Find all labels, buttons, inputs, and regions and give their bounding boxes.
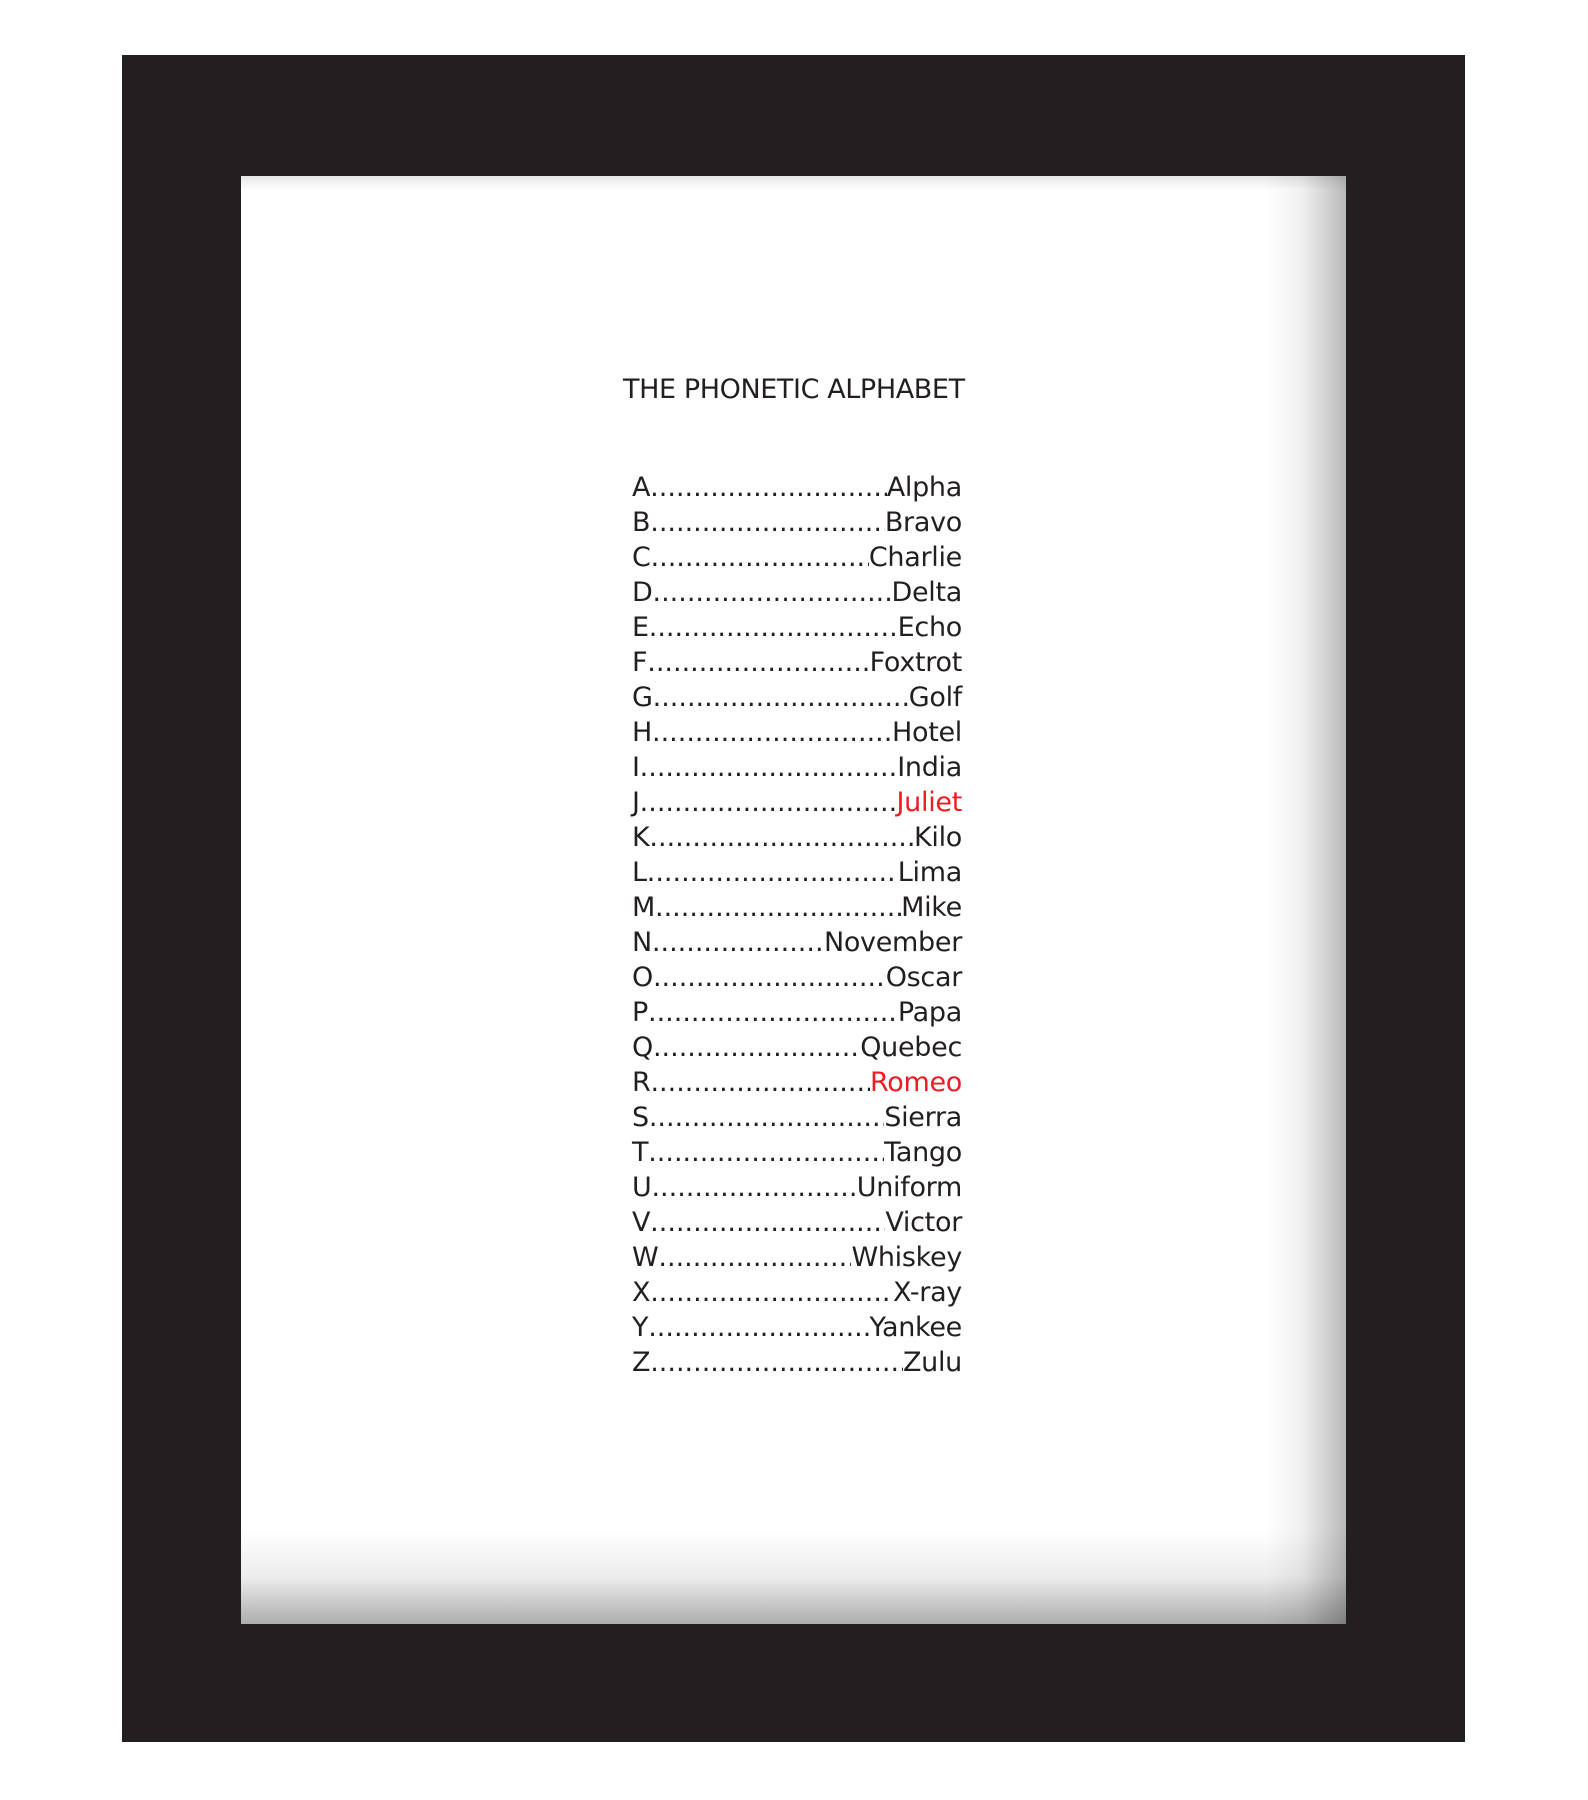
entry-letter: F: [632, 647, 648, 678]
entry-letter: M: [632, 892, 655, 923]
mat-shadow-bottom: [241, 1529, 1346, 1624]
entry-word: Mike: [901, 892, 962, 923]
dot-leader: [649, 820, 914, 855]
dot-leader: [650, 1065, 870, 1100]
dot-leader: [658, 1240, 851, 1275]
dot-leader: [648, 1310, 869, 1345]
entry-letter: V: [632, 1207, 651, 1238]
entry-word: Kilo: [913, 822, 962, 853]
dot-leader: [653, 960, 886, 995]
dot-leader: [648, 1135, 884, 1170]
entry-word: Papa: [897, 997, 962, 1028]
entry-letter: T: [632, 1137, 649, 1168]
entry-letter: E: [632, 612, 649, 643]
entry-letter: J: [632, 787, 640, 818]
phonetic-entry: [632, 505, 962, 540]
mat-shadow-right: [1266, 176, 1346, 1624]
phonetic-list: [632, 470, 962, 1380]
dot-leader: [649, 610, 898, 645]
dot-leader: [647, 645, 869, 680]
entry-word: Sierra: [884, 1102, 962, 1133]
phonetic-entry: [632, 1170, 962, 1205]
entry-word: India: [897, 752, 962, 783]
entry-word: Oscar: [885, 962, 962, 993]
phonetic-entry: [632, 1205, 962, 1240]
entry-letter: H: [632, 717, 653, 748]
entry-letter: Y: [632, 1312, 649, 1343]
dot-leader: [640, 785, 897, 820]
entry-word: Zulu: [902, 1347, 962, 1378]
entry-word: Uniform: [856, 1172, 962, 1203]
entry-word: Whiskey: [851, 1242, 962, 1273]
phonetic-entry: [632, 645, 962, 680]
entry-word: Delta: [891, 577, 962, 608]
phonetic-entry: [632, 855, 962, 890]
entry-letter: A: [632, 472, 651, 503]
entry-word: Foxtrot: [869, 647, 962, 678]
entry-letter: D: [632, 577, 653, 608]
phonetic-entry: [632, 1240, 962, 1275]
dot-leader: [650, 505, 885, 540]
entry-word: Golf: [908, 682, 962, 713]
entry-word-highlighted: Juliet: [896, 787, 962, 818]
dot-leader: [640, 750, 898, 785]
entry-letter: C: [632, 542, 651, 573]
entry-letter: N: [632, 927, 652, 958]
dot-leader: [652, 715, 892, 750]
entry-word: Bravo: [884, 507, 962, 538]
entry-letter: W: [632, 1242, 659, 1273]
dot-leader: [649, 1100, 884, 1135]
entry-letter: I: [632, 752, 640, 783]
entry-letter: Z: [632, 1347, 651, 1378]
dot-leader: [647, 855, 898, 890]
dot-leader: [650, 470, 887, 505]
phonetic-entry: [632, 715, 962, 750]
phonetic-entry: [632, 1030, 962, 1065]
dot-leader: [650, 1345, 903, 1380]
entry-letter: S: [632, 1102, 649, 1133]
entry-word: X-ray: [892, 1277, 962, 1308]
phonetic-entry: [632, 960, 962, 995]
entry-letter: P: [632, 997, 648, 1028]
entry-letter: G: [632, 682, 653, 713]
dot-leader: [648, 995, 898, 1030]
phonetic-entry: [632, 575, 962, 610]
entry-letter: O: [632, 962, 653, 993]
phonetic-entry: [632, 785, 962, 820]
phonetic-entry: [632, 1310, 962, 1345]
entry-word: Quebec: [860, 1032, 962, 1063]
entry-word: Hotel: [891, 717, 962, 748]
dot-leader: [650, 1205, 885, 1240]
entry-word: Echo: [897, 612, 962, 643]
phonetic-entry: [632, 995, 962, 1030]
phonetic-entry: [632, 680, 962, 715]
mat-shadow-top: [241, 176, 1346, 190]
poster-title: THE PHONETIC ALPHABET: [623, 374, 965, 405]
phonetic-entry: [632, 1275, 962, 1310]
phonetic-entry: [632, 820, 962, 855]
entry-letter: R: [632, 1067, 651, 1098]
phonetic-entry: [632, 1135, 962, 1170]
entry-letter: X: [632, 1277, 651, 1308]
entry-letter: B: [632, 507, 651, 538]
entry-word: November: [823, 927, 962, 958]
phonetic-entry: [632, 1065, 962, 1100]
phonetic-entry: [632, 925, 962, 960]
entry-word: Charlie: [868, 542, 962, 573]
phonetic-entry: [632, 470, 962, 505]
dot-leader: [653, 575, 892, 610]
phonetic-entry: [632, 890, 962, 925]
phonetic-entry: [632, 540, 962, 575]
entry-word: Victor: [885, 1207, 962, 1238]
dot-leader: [650, 1275, 893, 1310]
dot-leader: [653, 680, 909, 715]
entry-word: Tango: [884, 1137, 962, 1168]
dot-leader: [655, 890, 901, 925]
entry-letter: L: [632, 857, 647, 888]
entry-letter: U: [632, 1172, 652, 1203]
dot-leader: [652, 925, 824, 960]
phonetic-entry: [632, 1100, 962, 1135]
entry-letter: K: [632, 822, 650, 853]
entry-word: Yankee: [869, 1312, 962, 1343]
dot-leader: [651, 540, 869, 575]
phonetic-entry: [632, 1345, 962, 1380]
dot-leader: [653, 1030, 860, 1065]
dot-leader: [651, 1170, 856, 1205]
entry-word: Alpha: [886, 472, 962, 503]
entry-word-highlighted: Romeo: [870, 1067, 962, 1098]
phonetic-entry: [632, 610, 962, 645]
entry-letter: Q: [632, 1032, 653, 1063]
entry-word: Lima: [897, 857, 962, 888]
phonetic-entry: [632, 750, 962, 785]
